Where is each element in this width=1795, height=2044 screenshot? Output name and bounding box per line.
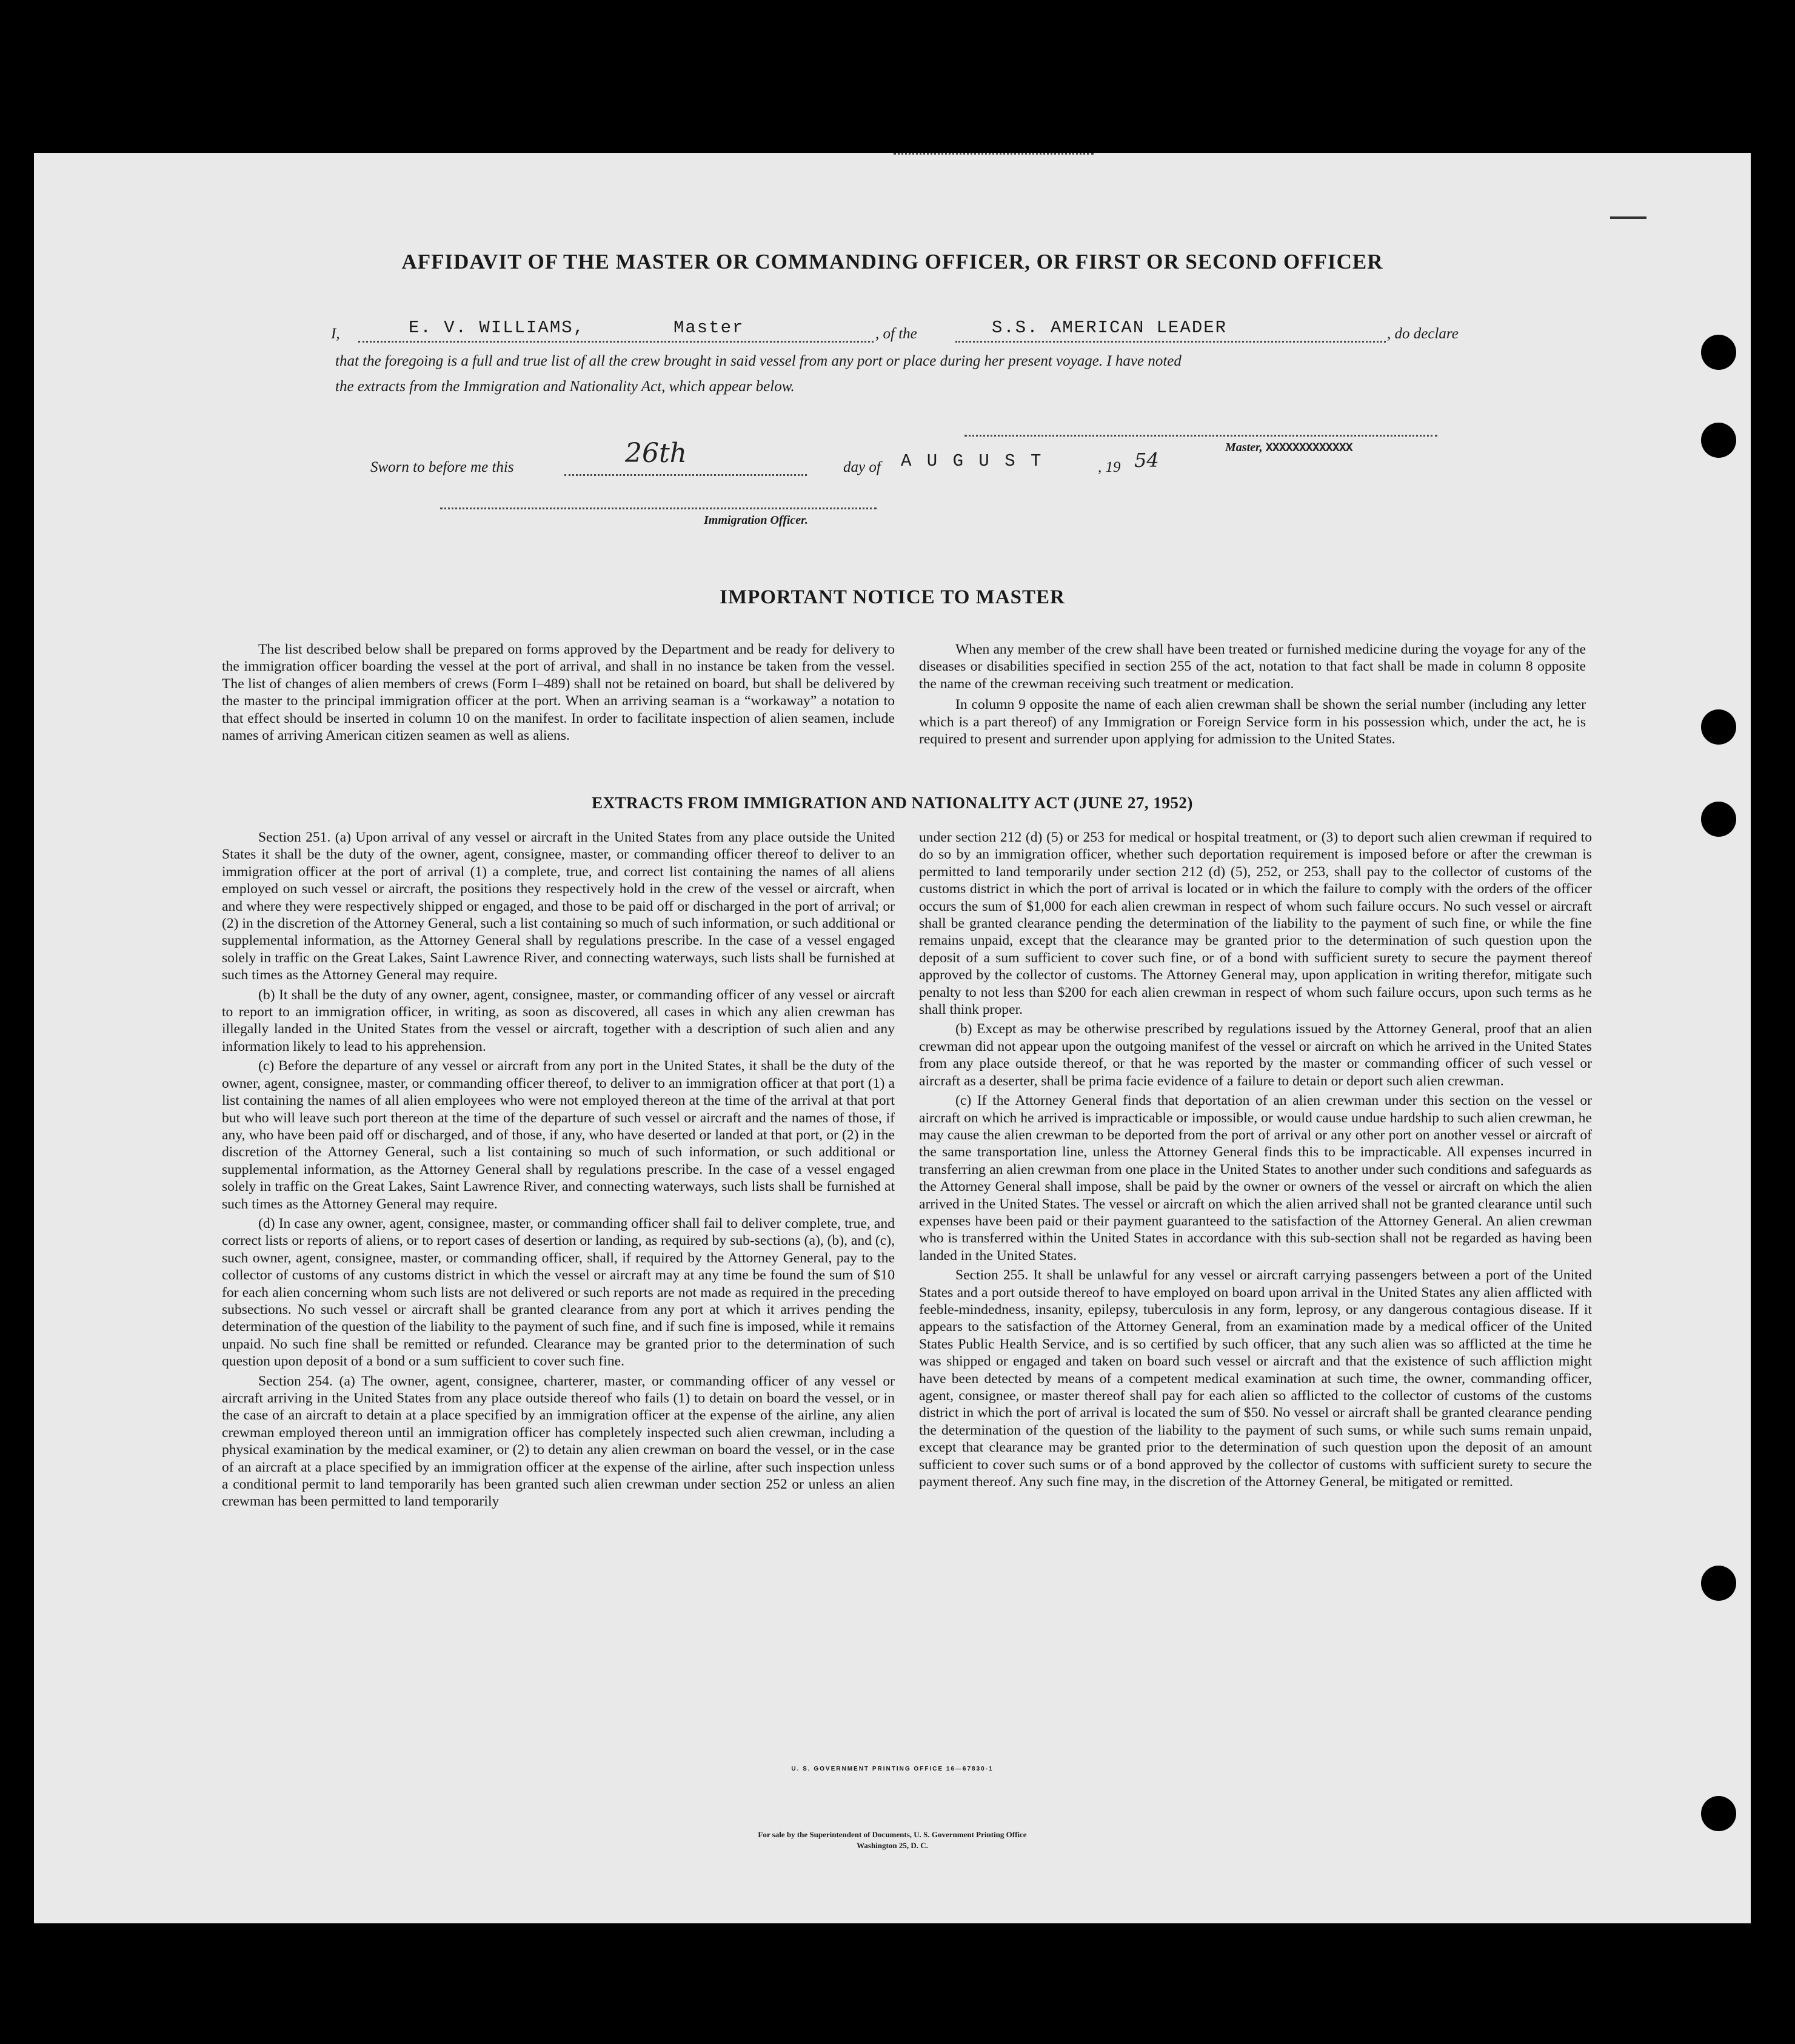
extracts-left-column <box>222 829 895 1510</box>
notice-paragraph: In column 9 opposite the name of each alien crewman shall be shown the serial number (including any letter which is a part thereof) of any Immigration or Foreign Service form in his possession which, under the act, he is required to present and surrender upon applying for admission to the United States. <box>919 697 1586 748</box>
sworn-month-underline <box>894 153 1094 155</box>
punch-hole <box>1701 423 1736 458</box>
sworn-year: 54 <box>1134 449 1159 472</box>
name-underline <box>358 341 874 343</box>
do-declare-label: , do declare <box>1387 326 1459 342</box>
officer-caption: Immigration Officer. <box>704 514 808 527</box>
day-of-label: day of <box>843 459 881 475</box>
sworn-day: 26th <box>625 438 687 469</box>
of-the-label: , of the <box>875 326 917 342</box>
master-name: E. V. WILLIAMS, <box>409 318 586 338</box>
extract-paragraph: Section 255. It shall be unlawful for any vessel or aircraft carrying passengers between a port of the United States and a port outside thereof to have employed on board upon arrival in the United States any alien afflicted with feeble-mindedness, insanity, epilepsy, tuberculosis in any form, leprosy, or any dangerous contagious disease. If it appears to the satisfaction of the Attorney General, from an examination made by a medical officer of the United States Public Health Service, and is so certified by such officer, that any such alien was so afflicted at the time he was shipped or engaged and taken on board such vessel or aircraft and that the existence of such affliction might have been detected by means of a competent medical examination at such time, the owner, commanding officer, agent, consignee, or master thereof shall pay for each alien so afflicted to the collector of customs of the customs district in which the port of arrival is located the sum of $50. No vessel or aircraft shall be granted clearance pending the determination of the question of the liability to the payment of such sums, or while such sums remain unpaid, except that clearance may be granted prior to the determination of such question upon the deposit of an amount sufficient to cover such sums or of a bond approved by the collector of customs with sufficient surety to secure the payment thereof. Any such fine may, in the discretion of the Attorney General, be mitigated or remitted. <box>919 1267 1592 1490</box>
extract-paragraph: under section 212 (d) (5) or 253 for medical or hospital treatment, or (3) to deport such alien crewman if required to do so by an immigration officer, whether such deportation requirement is imposed before or after the crewman is permitted to land temporarily under section 212 (d) (5), 252, or 253, shall pay to the collector of customs of the customs district in which the port of arrival is located or in which the failure to comply with the orders of the officer occurs the sum of $1,000 for each alien crewman in respect of whom such failure occurs. No such vessel or aircraft shall be granted clearance pending the determination of the liability to the payment of such fine, or while the fine remains unpaid, except that the clearance may be granted prior to the determination of such question upon the deposit of a sum sufficient to cover such fine, or of a bond with sufficient surety to secure the payment thereof approved by the collector of customs. The Attorney General may, upon application in writing therefor, mitigate such penalty to not less than $200 for each alien crewman in respect of whom such failure occurs, upon such terms as he shall think proper. <box>919 829 1592 1018</box>
statement-line-2: the extracts from the Immigration and Nationality Act, which appear below. <box>335 378 795 395</box>
punch-hole <box>1701 335 1736 370</box>
extract-paragraph: (b) It shall be the duty of any owner, agent, consignee, master, or commanding officer of any vessel or aircraft to report to an immigration officer, in writing, as soon as discovered, all cases in which any alien crewman has illegally landed in the United States from the vessel or aircraft, together with a description of such alien and any information likely to lead to his apprehension. <box>222 987 895 1054</box>
document-page <box>34 153 1751 1923</box>
master-caption: Master, <box>1225 441 1263 454</box>
extracts-title: EXTRACTS FROM IMMIGRATION AND NATIONALITY ACT (JUNE 27, 1952) <box>592 794 1193 812</box>
sworn-label: Sworn to before me this <box>370 459 514 475</box>
punch-hole <box>1701 1796 1736 1831</box>
sworn-month: A U G U S T <box>901 451 1044 471</box>
sworn-day-underline <box>564 474 807 476</box>
scan-mark <box>1610 216 1646 219</box>
notice-title: IMPORTANT NOTICE TO MASTER <box>720 586 1065 608</box>
officer-underline <box>440 508 877 509</box>
vessel-underline <box>955 341 1386 343</box>
signature-caption <box>1225 441 1352 455</box>
notice-paragraph: The list described below shall be prepared on forms approved by the Department and be ready for delivery to the immigration officer boarding the vessel at the port of arrival, and shall in no instance be taken from the vessel. The list of changes of alien members of crews (Form I–489) shall not be retained on board, but shall be delivered by the master to the principal immigration officer at the port. When an arriving seaman is a “workaway” a notation to that effect should be inserted in column 10 on the manifest. In order to facilitate inspection of alien seamen, include names of arriving American citizen seamen as well as aliens. <box>222 642 895 744</box>
notice-right-column <box>919 641 1586 748</box>
notice-left-column <box>222 641 895 744</box>
sale-notice <box>34 1829 1751 1851</box>
master-rank: Master <box>674 318 744 338</box>
extract-paragraph: Section 254. (a) The owner, agent, consignee, charterer, master, or commanding officer of any vessel or aircraft arriving in the United States from any place outside thereof who fails (1) to detain on board the vessel, or in the case of an aircraft to detain at a place specified by an immigration officer at the expense of the airline, any alien crewman employed thereon until an immigration officer has completely inspected such alien crewman, including a physical examination by the medical examiner, or (2) to detain any alien crewman on board the vessel, or in the case of an aircraft at a place specified by an immigration officer at the expense of the airline, after such inspection unless a conditional permit to land temporarily has been granted such alien crewman under section 252 or unless an alien crewman has been permitted to land temporarily <box>222 1373 895 1510</box>
sale-line-1: For sale by the Superintendent of Documents, U. S. Government Printing Office <box>758 1830 1027 1839</box>
punch-hole <box>1701 709 1736 745</box>
extract-paragraph: (d) In case any owner, agent, consignee, master, or commanding officer shall fail to deliver complete, true, and correct lists or reports of aliens, or to report cases of desertion or landing, as required by sub-sections (a), (b), and (c), such owner, agent, consignee, master, or commanding officer, shall, if required by the Attorney General, pay to the collector of customs of any customs district in which the vessel or aircraft may at any time be found the sum of $10 for each alien concerning whom such lists are not delivered or such reports are not made as required in the preceding subsections. No such vessel or aircraft shall be granted clearance from any port at which it arrives pending the determination of the question of the liability to the payment of such fine, and if such fine is imposed, while it remains unpaid. No such fine shall be remitted or refunded. Clearance may be granted prior to the determination of such question upon deposit of a bond or a sum sufficient to cover such fine. <box>222 1215 895 1370</box>
printer-imprint: U. S. GOVERNMENT PRINTING OFFICE 16—67830-1 <box>791 1766 994 1772</box>
punch-hole <box>1701 1566 1736 1601</box>
extract-paragraph: (c) Before the departure of any vessel or aircraft from any port in the United States, it shall be the duty of the owner, agent, consignee, master, or commanding officer thereof, to deliver to an immigration officer at that port (1) a list containing the names of all alien employees who were not employed thereon at the time of the arrival at that port but who will leave such port thereon at the time of the departure of such vessel or aircraft and the names of those, if any, who have been paid off or discharged, and of those, if any, who have deserted or landed at that port, or (2) in the discretion of the Attorney General, such a list containing so much of such information, or such additional or supplemental information, as the Attorney General shall by regulations prescribe. In the case of a vessel engaged solely in traffic on the Great Lakes, Saint Lawrence River, and connecting waterways, such lists shall be furnished at such times as the Attorney General may require. <box>222 1058 895 1212</box>
extract-paragraph: Section 251. (a) Upon arrival of any vessel or aircraft in the United States from any place outside the United States it shall be the duty of the owner, agent, consignee, master, or commanding officer thereof to deliver to an immigration officer at the port of arrival (1) a complete, true, and correct list containing the names of all aliens employed on such vessel or aircraft, the positions they respectively hold in the crew of the vessel or aircraft, when and where they were respectively shipped or engaged, and those to be paid off or discharged in the port of arrival; or (2) in the discretion of the Attorney General, such a list containing so much of such information, or such additional or supplemental information, as the Attorney General shall by regulations prescribe. In the case of a vessel engaged solely in traffic on the Great Lakes, Saint Lawrence River, and connecting waterways, such lists shall be furnished at such times as the Attorney General may require. <box>222 829 895 983</box>
i-label: I, <box>331 326 340 342</box>
year-prefix: , 19 <box>1098 459 1121 475</box>
extracts-right-column <box>919 829 1592 1490</box>
extract-paragraph: (b) Except as may be otherwise prescribed by regulations issued by the Attorney General, proof that an alien crewman did not appear upon the outgoing manifest of the vessel or aircraft on which he arrived in the United States from any place outside thereof, or that he was reported by the master or commanding officer of such vessel or aircraft as a deserter, shall be prima facie evidence of a failure to detain or deport such alien crewman. <box>919 1021 1592 1089</box>
vessel-name: S.S. AMERICAN LEADER <box>992 318 1228 338</box>
affidavit-title: AFFIDAVIT OF THE MASTER OR COMMANDING OFFICER, OR FIRST OR SECOND OFFICER <box>401 250 1383 273</box>
extract-paragraph: (c) If the Attorney General finds that deportation of an alien crewman under this section on the vessel or aircraft on which he arrived is impracticable or impossible, or would cause undue hardship to such alien crewman, he may cause the alien crewman to be deported from the port of arrival or any other port on another vessel or aircraft of the same transportation line, unless the Attorney General finds this to be impracticable. All expenses incurred in transferring an alien crewman from one place in the United States to another under such conditions and safeguards as the Attorney General shall impose, shall be paid by the owner or owners of the vessel or aircraft on which the alien arrived in the United States. The vessel or aircraft on which the alien arrived shall not be granted clearance until such expenses have been paid or their payment guaranteed to the satisfaction of the Attorney General. An alien crewman who is transferred within the United States in accordance with this sub-section shall not be regarded as having been landed in the United States. <box>919 1093 1592 1264</box>
statement-line-1: that the foregoing is a full and true list of all the crew brought in said vessel from any port or place during her present voyage. I have noted <box>335 353 1182 369</box>
signature-underline <box>964 435 1437 437</box>
struck-titles: XXXXXXXXXXXXX <box>1265 441 1352 455</box>
notice-paragraph: When any member of the crew shall have been treated or furnished medicine during the voyage for any of the diseases or disabilities specified in section 255 of the act, notation to that fact shall be made in column 8 opposite the name of the crewman receiving such treatment or medication. <box>919 642 1586 692</box>
sale-line-2: Washington 25, D. C. <box>857 1841 928 1850</box>
